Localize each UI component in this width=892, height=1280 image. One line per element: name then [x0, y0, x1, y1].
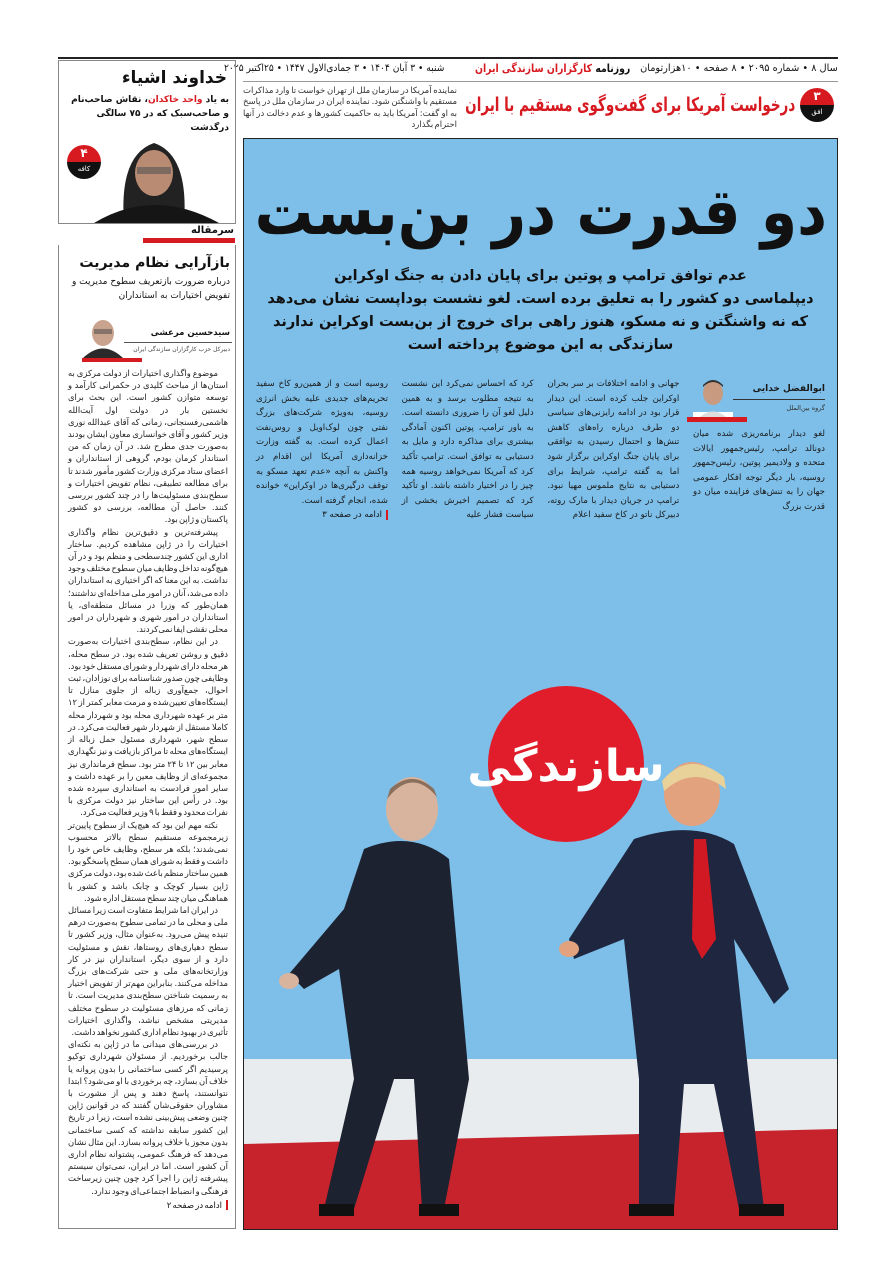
column-text-box: [256, 377, 388, 523]
editorial-author-name: سیدحسین مرعشی: [150, 328, 230, 338]
lead-line: که نه واشنگتن و نه مسکو، هنوز راهی برای خروج از بن‌بست اوکراین ندارند: [273, 314, 808, 330]
accent-bar: [143, 238, 235, 243]
paragraph: موضوع واگذاری اختیارات از دولت مرکزی به استان‌ها از مباحث کلیدی در حکمرانی کارآمد و توسعه متوازن کشور است. این بحث برای نخستین بار در دولت اول آیت‌الله هاشمی‌رفسنجانی، زمانی که آقای عبدالله نوری وزیر کشور و آقای خوانساری معاون ایشان بودند به‌صورت جدی مطرح شد. در آن زمان که من استاندار کرمان بودم، گروهی از استانداران و اعضای ستاد مرکزی وزارت کشور مأمور شدند تا برای مطالعه تطبیقی، نظام تفویض اختیارات و سطح‌بندی مسئولیت‌ها را در چند کشور بررسی کنند. حاصل آن مطالعه، بررسی دو کشور پاکستان و ژاپن بود.: [68, 368, 228, 525]
editorial-headline[interactable]: بازآرایی نظام مدیریت: [79, 255, 230, 271]
sub-prefix: به یاد: [205, 95, 229, 105]
main-lead: [264, 265, 817, 357]
section-name: افق: [800, 105, 834, 122]
section-label: سرمقاله: [190, 225, 234, 236]
section-name: کافه: [67, 162, 101, 179]
author-photo: [693, 377, 733, 422]
divider: [243, 81, 838, 82]
column-text: لغو دیدار برنامه‌ریزی شده میان دونالد ترامپ، رئیس‌جمهور ایالات متحده و ولادیمیر پوتین، رئیس‌جمهور روسیه، بار دیگر توجه افکار عمومی جهان را به تنش‌های فزاینده میان دو قدرت بزرگ: [692, 429, 825, 512]
paragraph: در ایران اما شرایط متفاوت است زیرا مسائل ملی و محلی ما در تمامی سطوح به‌صورت درهم تنیده پیش می‌رود. به‌عنوان مثال، وزیر کشور تا سطح دهیاری‌های روستاها، نقش و مسئولیت دارد و از سوی دیگر، استانداران نیز در کار وزارتخانه‌های ملی و حتی شرکت‌های بزرگ مداخله می‌کنند. بنابراین مهم‌تر از تفویض اختیار به رسمیت شناختن سطح‌بندی مدیریت است. تا زمانی که مرزهای مسئولیت در سطوح مختلف مدیریتی مشخص نباشد، واگذاری اختیارات تأثیری در بهبود نظام اداری کشور نخواهد داشت.: [68, 904, 228, 1037]
editorial-author-role: دبیرکل حزب کارگزاران سازندگی ایران: [133, 346, 230, 353]
issue-info-box: [640, 62, 838, 76]
paragraph: پیشرفته‌ترین و دقیق‌ترین نظام واگذاری اختیارات را در ژاپن مشاهده کردیم. ساختار اداری این کشور چندسطحی و منظم بود و در آن هیچ‌گونه تداخل وظایف میان سطوح مختلف وجود نداشت. به این معنا که اگر اختیاری به استانداران داده می‌شد، آنان در امور ملی مداخله‌ای نداشتند؛ همان‌طور که وزرا در مسائل منطقه‌ای، یا استانداران در امور شهری و شهرداران در امور محلی نقشی ایفا نمی‌کردند.: [68, 526, 228, 635]
paper-name: [475, 62, 630, 76]
feature-subhead: [65, 93, 229, 135]
feature-photo: [79, 137, 229, 223]
author-role: گروه بین‌الملل: [786, 404, 825, 412]
article-column-2: [547, 377, 679, 527]
main-photo: [244, 539, 837, 1229]
continued-link[interactable]: ادامه در صفحه ۳: [322, 510, 388, 520]
paper-name-text: کارگزاران سازندگی ایران: [474, 62, 592, 75]
accent-bar: [82, 358, 142, 362]
issue-info: سال ۸ • شماره ۲۰۹۵ • ۸ صفحه • ۱۰هزارتومان: [640, 63, 838, 74]
column-text: کرد که احساس نمی‌کرد این نشست به نتیجه مطلوب برسد و به همین دلیل لغو آن را ضروری دانسته است. به باور ترامپ، پوتین اکنون آمادگی بیشتری برای مذاکره دارد و مایل به دستیابی به توافق است. ترامپ تأکید کرد که آمریکا نمی‌خواهد روسیه همه چیز را در اختیار داشته باشد. او تأکید کرد که تصمیم اخیرش بخشی از سیاست فشار علیه: [401, 379, 534, 521]
page-number: ۴: [67, 145, 101, 162]
masthead-rule: [58, 57, 838, 59]
issue-date-box: [223, 62, 465, 76]
paragraph: در بررسی‌های میدانی ما در ژاپن به نکته‌ای جالب برخوردیم. از مسئولان شهرداری توکیو پرسیدیم اگر کسی ساختمانی را بدون پروانه یا خلاف آن بسازد، چه برخوردی با او می‌شود؟ ابتدا نتوانستند، پاسخ دهند و پس از مشورت با مشاوران حقوقی‌شان گفتند که در قوانین ژاپن چنین وضعی پیش‌بینی نشده است، زیرا در تاریخ این کشور سابقه نداشته که کسی ساختمانی بدون مجوز یا خلاف پروانه بسازد. این مثال نشان می‌دهد که فرهنگ عمومی، پشتوانه نظام اداری آن کشور است. اما در ایران، نمی‌توان سیستم پیشرفته ژاپن را اجرا کرد چون چنین زیرساخت فرهنگی و انضباط اجتماعی‌ای وجود ندارد.: [68, 1039, 228, 1196]
paper-prefix: روزنامه: [595, 62, 630, 75]
sazandegi-logo: [467, 686, 664, 842]
editorial-headline-box[interactable]: [64, 252, 230, 274]
main-headline-box[interactable]: [254, 167, 827, 259]
editorial-body: [68, 367, 228, 1219]
main-story: [243, 138, 838, 1230]
logo-text: سازندگی: [467, 741, 665, 792]
paragraph: نکته مهم این بود که هیچ‌یک از سطوح پایین‌تر زیرمجموعه مستقیم سطح بالاتر محسوب نمی‌شدند؛ بلکه هر سطح، وظایف خاص خود را داشت و فقط به شورای همان سطح پاسخگو بود. همین ساختار منظم باعث شده بود، دولت مرکزی ژاپن بسیار کوچک و چابک باشد و کشور با هماهنگی میان چند سطح مستقل اداره شود.: [68, 819, 228, 903]
divider: [124, 342, 232, 343]
lead-line: عدم توافق ترامپ و پوتین برای پایان دادن به جنگ اوکراین: [334, 268, 747, 284]
article-column-4: [256, 377, 388, 527]
main-headline[interactable]: دو قدرت در بن‌بست: [254, 176, 827, 250]
editorial-subhead: درباره ضرورت بازتعریف سطوح مدیریت و تفویض اختیارات به استانداران: [71, 277, 230, 301]
author-block: [693, 377, 825, 427]
lead-line: دیپلماسی دو کشور را به تعلیق برده است. لغو نشست بوداپست نشان می‌دهد: [267, 291, 814, 307]
top-story-summary: نماینده آمریکا در سازمان ملل از تهران خواست تا وارد مذاکرات مستقیم با واشنگتن شود. نماینده ایران در سازمان ملل در پاسخ به او گفت: آمریکا باید به حاکمیت کشورها و عدم دخالت در آنها احترام بگذارد: [243, 86, 457, 130]
continued-link[interactable]: ادامه در صفحه ۲: [68, 1200, 228, 1212]
accent-bar: [687, 417, 747, 422]
artist-name: واحد خاکدان: [147, 95, 203, 105]
feature-headline: خداوند اشیاء: [121, 68, 227, 88]
feature-box[interactable]: [58, 60, 236, 224]
top-story-headline[interactable]: درخواست آمریکا برای گفت‌وگوی مستقیم با ایران: [464, 94, 795, 116]
column-text: روسیه است و از همین‌رو کاخ سفید تحریم‌های جدیدی علیه بخش انرژی روسیه، به‌ویژه شرکت‌های بزرگ نفتی چون لوک‌اویل و روس‌نفت اعمال کرده است. به گفته وزارت خزانه‌داری آمریکا این اقدام در واکنش به آنچه «عدم تعهد مسکو به توقف درگیری‌ها در اوکراین» خوانده شده، انجام گرفته است.: [256, 379, 388, 506]
article-column-3: [402, 377, 534, 527]
paper-name-line: [475, 62, 630, 76]
editorial-author-role-box: [126, 345, 230, 354]
feature-badge: [67, 145, 101, 179]
author-rule: [733, 399, 825, 400]
author-name: ابوالفضل خدایی: [752, 384, 825, 394]
column-text: جهانی و ادامه اختلافات بر سر بحران اوکراین جلب کرده است. این دیدار قرار بود در ادامه رایزنی‌های سیاسی دو طرف درباره راه‌های کاهش تنش‌ها و احتمال رسیدن به توافقی برای پایان جنگ اوکراین برگزار شود اما به گفته ترامپ، شرایط برای دستیابی به نتایج ملموس مهیا نبود. ترامپ در جریان دیدار با مارک روته، دبیرکل ناتو در کاخ سفید اعلام: [547, 379, 680, 521]
top-story-headline-box[interactable]: [465, 92, 795, 118]
page-badge[interactable]: [800, 88, 834, 122]
paragraph: در این نظام، سطح‌بندی اختیارات به‌صورت دقیق و روشن تعریف شده بود. در سطح محله، هر محله دارای شهردار و شورای مستقل خود بود. وظایفی چون صدور شناسنامه برای نوزادان، ثبت احوال، جمع‌آوری زباله از جلوی منازل تا ایستگاه‌های تعیین‌شده و مرمت معابر کمتر از ۱۲ متر بر عهده شهرداری محله بود و شهردار محله کاملا مستقل از شهردار شهر فعالیت می‌کرد. در سطح شهر، شهرداری مسئول حمل زباله از ایستگاه‌های محله تا مراکز بازیافت و نیز نگهداری معابر بین ۱۲ تا ۲۴ متر بود. سطح فرمانداری نیز مجموعه‌ای از وظایف معین را بر عهده داشت و سایر امور فرادست به استانداری سپرده شده بود. در رأس این ساختار نیز دولت مرکزی با نفرات محدود و فقط با ۹ وزیر فعالیت می‌کرد.: [68, 636, 228, 818]
article-columns: [256, 377, 825, 527]
lead-line: سازندگی به این موضوع پرداخته است: [407, 337, 674, 353]
article-column-1: [693, 377, 825, 527]
editorial-author-photo: [82, 317, 124, 359]
page-number: ۳: [800, 88, 834, 105]
issue-date: شنبه • ۳ آبان ۱۴۰۴ • ۳ جمادی‌الاول ۱۴۴۷ • ۲۵اکتبر ۲۰۲۵: [223, 63, 445, 74]
sub-rest: ، نقاش صاحب‌نام و صاحب‌سبک که در ۷۵ سالگی درگذشت: [71, 95, 229, 133]
